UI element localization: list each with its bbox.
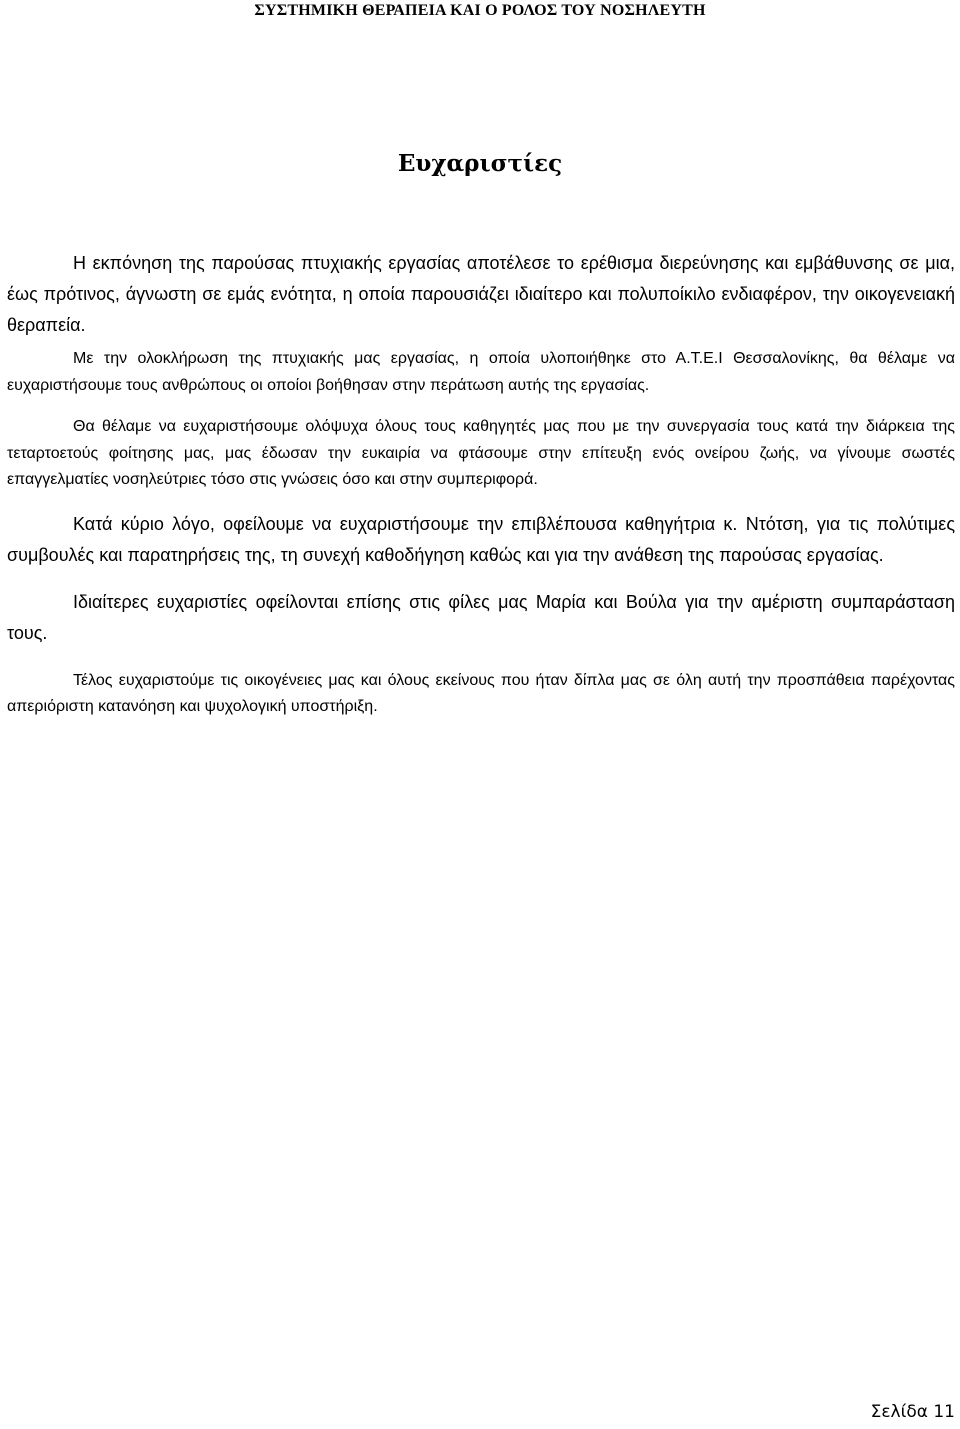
- acknowledgements-body: [7, 248, 955, 721]
- page-number: Σελίδα 11: [870, 1402, 955, 1422]
- paragraph-intro: Η εκπόνηση της παρούσας πτυχιακής εργασίας αποτέλεσε το ερέθισμα διερεύνησης και εμβάθυνσης σε μια, έως πρότινος, άγνωστη σε εμάς ενότητα, η οποία παρουσιάζει ιδιαίτερο και πολυποίκιλο ενδιαφέρον, την οικογενειακή θεραπεία.: [7, 253, 955, 335]
- paragraph-supervisor: Κατά κύριο λόγο, οφείλουμε να ευχαριστήσουμε την επιβλέπουσα καθηγήτρια κ. Ντότση, για τις πολύτιμες συμβουλές και παρατηρήσεις της, τη συνεχή καθοδήγηση καθώς και για την ανάθεση της παρούσας εργασίας.: [7, 513, 955, 565]
- paragraph-professors: Θα θέλαμε να ευχαριστήσουμε ολόψυχα όλους τους καθηγητές μας που με την συνεργασία τους κατά την διάρκεια της τεταρτοετούς φοίτησης μας, μας έδωσαν την ευκαιρία να φτάσουμε στην επίτευξη ενός ονείρου ζωής, να γίνουμε σωστές επαγγελματίες νοσηλεύτριες τόσο στις γνώσεις όσο και στην συμπεριφορά.: [7, 418, 955, 488]
- paragraph-families: Τέλος ευχαριστούμε τις οικογένειες μας και όλους εκείνους που ήταν δίπλα μας σε όλη αυτή την προσπάθεια παρέχοντας απεριόριστη κατανόηση και ψυχολογική υποστήριξη.: [7, 671, 955, 715]
- paragraph-friends: Ιδιαίτερες ευχαριστίες οφείλονται επίσης στις φίλες μας Μαρία και Βούλα για την αμέριστη συμπαράσταση τους.: [7, 591, 955, 643]
- page-title: Ευχαριστίες: [397, 150, 563, 177]
- running-header: ΣΥΣΤΗΜΙΚΗ ΘΕΡΑΠΕΙΑ ΚΑΙ Ο ΡΟΛΟΣ ΤΟΥ ΝΟΣΗΛΕΥΤΗ: [254, 2, 706, 19]
- paragraph-completion: Με την ολοκλήρωση της πτυχιακής μας εργασίας, η οποία υλοποιήθηκε στο Α.Τ.Ε.Ι Θεσσαλονίκης, θα θέλαμε να ευχαριστήσουμε τους ανθρώπους οι οποίοι βοήθησαν στην περάτωση αυτής της εργασίας.: [7, 350, 955, 394]
